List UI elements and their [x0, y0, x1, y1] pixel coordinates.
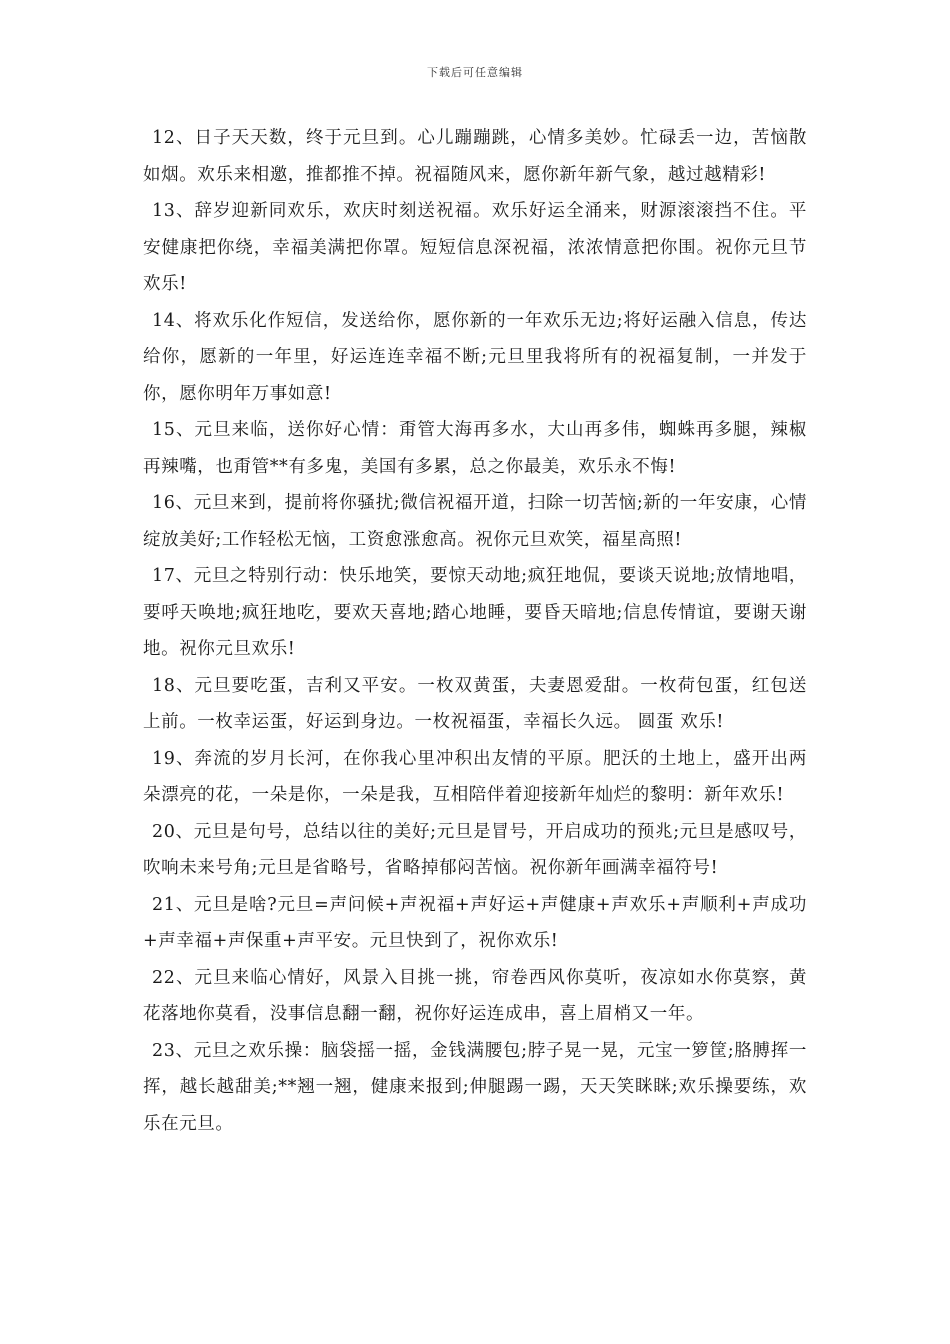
document-body [143, 120, 807, 1142]
paragraph-23: 23、元旦之欢乐操：脑袋摇一摇，金钱满腰包;脖子晃一晃，元宝一箩筐;胳膊挥一挥，越长越甜美;**翘一翘，健康来报到;伸腿踢一踢，天天笑眯眯;欢乐操要练，欢乐在元旦。 [143, 1040, 807, 1134]
paragraph-22: 22、元旦来临心情好，风景入目挑一挑，帘卷西风你莫听，夜凉如水你莫察，黄花落地你莫看，没事信息翻一翻，祝你好运连成串，喜上眉梢又一年。 [143, 967, 807, 1024]
paragraph-14: 14、将欢乐化作短信，发送给你，愿你新的一年欢乐无边;将好运融入信息，传达给你，愿新的一年里，好运连连幸福不断;元旦里我将所有的祝福复制，一并发于你，愿你明年万事如意! [143, 310, 807, 404]
paragraph-13: 13、辞岁迎新同欢乐，欢庆时刻送祝福。欢乐好运全涌来，财源滚滚挡不住。平安健康把你绕，幸福美满把你罩。短短信息深祝福，浓浓情意把你围。祝你元旦节欢乐! [143, 201, 807, 294]
paragraph-15: 15、元旦来临，送你好心情：甭管大海再多水，大山再多伟，蜘蛛再多腿，辣椒再辣嘴，也甭管**有多鬼，美国有多累，总之你最美，欢乐永不悔! [143, 420, 807, 477]
paragraph-16: 16、元旦来到，提前将你骚扰;微信祝福开道，扫除一切苦恼;新的一年安康，心情绽放美好;工作轻松无恼，工资愈涨愈高。祝你元旦欢笑，福星高照! [143, 493, 807, 550]
paragraph-21: 21、元旦是啥?元旦=声问候+声祝福+声好运+声健康+声欢乐+声顺利+声成功+声幸福+声保重+声平安。元旦快到了，祝你欢乐! [143, 894, 807, 951]
paragraph-18: 18、元旦要吃蛋，吉利又平安。一枚双黄蛋，夫妻恩爱甜。一枚荷包蛋，红包送上前。一枚幸运蛋，好运到身边。一枚祝福蛋，幸福长久远。 圆蛋 欢乐! [143, 675, 807, 732]
paragraph-12: 12、日子天天数，终于元旦到。心儿蹦蹦跳，心情多美妙。忙碌丢一边，苦恼散如烟。欢乐来相邀，推都推不掉。祝福随风来，愿你新年新气象，越过越精彩! [143, 128, 807, 185]
paragraph-17: 17、元旦之特别行动：快乐地笑，要惊天动地;疯狂地侃，要谈天说地;放情地唱，要呼天唤地;疯狂地吃，要欢天喜地;踏心地睡，要昏天暗地;信息传情谊，要谢天谢地。祝你元旦欢乐! [143, 566, 807, 659]
paragraph-20: 20、元旦是句号，总结以往的美好;元旦是冒号，开启成功的预兆;元旦是感叹号，吹响未来号角;元旦是省略号，省略掉郁闷苦恼。祝你新年画满幸福符号! [143, 821, 807, 878]
paragraph-19: 19、奔流的岁月长河，在你我心里冲积出友情的平原。肥沃的土地上，盛开出两朵漂亮的花，一朵是你，一朵是我，互相陪伴着迎接新年灿烂的黎明：新年欢乐! [143, 748, 807, 805]
page-header: 下载后可任意编辑 [427, 66, 523, 79]
